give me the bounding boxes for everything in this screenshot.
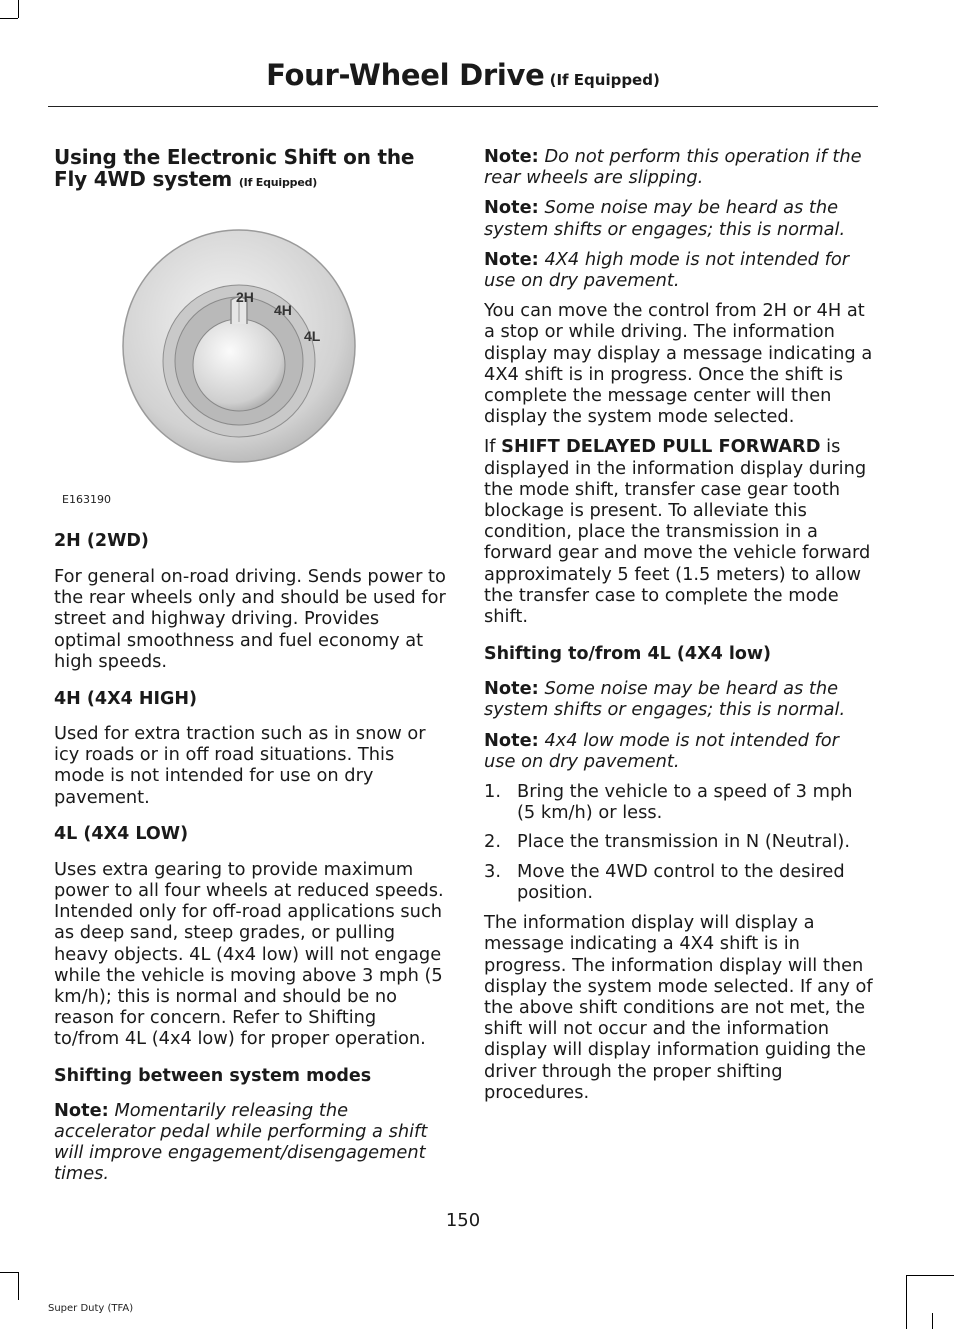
paragraph-shift-delayed xyxy=(484,436,876,627)
crop-mark xyxy=(906,1275,907,1329)
crop-mark xyxy=(18,1272,19,1300)
note-label: Note: xyxy=(484,678,539,700)
heading-shifting-modes: Shifting between system modes xyxy=(54,1065,372,1086)
crop-mark xyxy=(932,1313,933,1329)
step-text: Bring the vehicle to a speed of 3 mph (5 km/h) or less. xyxy=(517,781,853,824)
note-label: Note: xyxy=(484,197,539,219)
knob-label-4l: 4L xyxy=(304,328,321,344)
para-text: If xyxy=(484,436,496,458)
paragraph-2h: For general on-road driving. Sends power to the rear wheels only and should be used for street and highway driving. Provides optimal smoothness and fuel economy at high speeds. xyxy=(54,566,446,672)
figure-caption: E163190 xyxy=(62,493,111,506)
note-noise xyxy=(484,197,876,239)
heading-4h: 4H (4X4 HIGH) xyxy=(54,689,198,710)
paragraph-information-display: The information display will display a message indicating a 4X4 shift is in progress. The information display will then display the system mode selected. If any of the above shift conditions are not met, the shift will not occur and the information display will display information guiding the driver through the proper shifting procedures. xyxy=(484,912,873,1103)
4wd-control-knob-illustration xyxy=(54,194,446,494)
page-title: Four-Wheel Drive xyxy=(266,58,545,92)
note-label: Note: xyxy=(484,146,539,167)
paragraph-4h: Used for extra traction such as in snow or icy roads or in off road situations. This mode is not intended for use on dry pavement. xyxy=(54,723,426,808)
header-rule xyxy=(48,106,878,107)
section-title-text: Using the Electronic Shift on the Fly 4WD system xyxy=(54,145,415,191)
heading-2h: 2H (2WD) xyxy=(54,531,149,551)
step-number: 3. xyxy=(484,860,501,882)
knob-center xyxy=(193,319,285,411)
para-text: is displayed in the information display during the mode shift, transfer case gear tooth blockage is present. To alleviate this condition, place the transmission in a forward gear and move the vehicle forward approximately 5 feet (1.5 meters) to allow the transfer case to complete the mode shift. xyxy=(484,436,871,628)
list-item xyxy=(484,781,876,823)
step-text: Move the 4WD control to the desired position. xyxy=(517,860,845,903)
crop-mark xyxy=(0,1272,18,1273)
steps-list xyxy=(484,781,876,903)
note-text: 4x4 low mode is not intended for use on dry pavement. xyxy=(484,729,839,772)
section-title xyxy=(54,146,446,194)
step-text: Place the transmission in N (Neutral). xyxy=(517,831,850,853)
step-number: 2. xyxy=(484,831,501,853)
crop-mark xyxy=(906,1275,954,1276)
note-slipping xyxy=(484,146,876,188)
knob-label-4h: 4H xyxy=(274,302,292,318)
paragraph-move-control: You can move the control from 2H or 4H at a stop or while driving. The information display may display a message indicating a 4X4 shift is in progress. Once the shift is complete the message center will then display the system mode selected. xyxy=(484,300,873,428)
list-item xyxy=(484,831,876,852)
note-label: Note: xyxy=(54,1099,109,1121)
note-noise-4l xyxy=(484,678,876,720)
note-label: Note: xyxy=(484,729,539,751)
right-column xyxy=(484,146,876,1103)
crop-mark xyxy=(0,18,18,19)
page-number: 150 xyxy=(445,1210,481,1231)
shift-knob-figure xyxy=(54,194,446,506)
note-accelerator xyxy=(54,1100,446,1185)
step-number: 1. xyxy=(484,781,501,803)
paragraph-4l: Uses extra gearing to provide maximum power to all four wheels at reduced speeds. Intended only for off-road applications such as deep sand, steep grades, or pulling heavy objects. 4L (4x4 low) will not engage while the vehicle is moving above 3 mph (5 km/h); this is normal and should be no reason for concern. Refer to Shifting to/from 4L (4x4 low) for proper operation. xyxy=(54,858,444,1050)
message-text: SHIFT DELAYED PULL FORWARD xyxy=(501,436,821,458)
heading-shifting-4l: Shifting to/from 4L (4X4 low) xyxy=(484,644,772,665)
footer-text: Super Duty (TFA) xyxy=(48,1303,134,1314)
note-text: Do not perform this operation if the rear wheels are slipping. xyxy=(484,146,862,189)
page-header xyxy=(48,58,878,92)
note-text: 4X4 high mode is not intended for use on dry pavement. xyxy=(484,248,850,292)
heading-4l: 4L (4X4 LOW) xyxy=(54,823,189,844)
note-text: Some noise may be heard as the system shifts or engages; this is normal. xyxy=(484,678,846,721)
note-text: Momentarily releasing the accelerator pedal while performing a shift will improve engagement/disengagement times. xyxy=(54,1099,428,1185)
crop-mark xyxy=(18,0,19,18)
list-item xyxy=(484,861,876,903)
knob-label-2h: 2H xyxy=(236,289,254,305)
note-4x4-high xyxy=(484,249,876,291)
note-text: Some noise may be heard as the system shifts or engages; this is normal. xyxy=(484,197,846,240)
page-title-suffix: (If Equipped) xyxy=(549,71,660,89)
note-4x4-low xyxy=(484,730,876,772)
left-column xyxy=(54,146,446,1184)
note-label: Note: xyxy=(484,248,539,270)
section-title-suffix: (If Equipped) xyxy=(238,176,318,189)
